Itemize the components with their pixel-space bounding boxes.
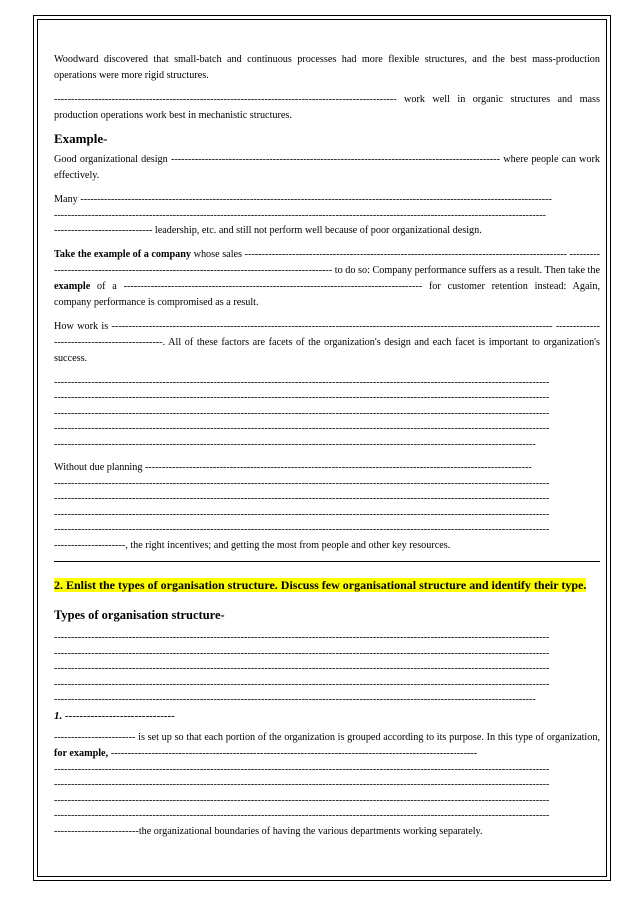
paragraph-good-design: Good organizational design ------------------------------------------------------------------------------------------------- where people can work effectively. <box>54 154 600 181</box>
fill-line: Without due planning ------------------------------------------------------------------------------------------------------------------ <box>54 462 532 473</box>
bold-phrase: for example, <box>54 747 109 759</box>
paragraph-how-work: How work is ---------------------------------------------------------------------------------------------------------------------------------- ---------------------------------------------. All of these factors are facets of the organization's design and each facet is important to organization's success. <box>54 320 600 364</box>
fill-line: -------------------------------------------------------------------------------------------------------------------------------------------------- <box>54 810 550 821</box>
fill-line: -------------------------------------------------------------------------------------------------------------------------------------------------- <box>54 477 550 489</box>
fill-line: ----------------------------- leadership, etc. and still not perform well because of poor organizational design. <box>54 225 482 236</box>
text-run: of a ---------------------------------------------------------------------------------------- for customer retention instead: Again, company performance is compromised as a result. <box>54 280 600 308</box>
paragraph-item-1 <box>54 730 600 762</box>
fill-line: -------------------------------------------------------------------------------------------------------------------------------------------------- <box>54 763 550 775</box>
blank-block-3 <box>54 630 600 708</box>
bold-phrase: example <box>54 280 91 292</box>
text-run: ------------------------------------------------------------------------------------------------------------ <box>108 747 478 759</box>
fill-line: -------------------------------------------------------------------------------------------------------------------------------------------------- <box>54 794 550 806</box>
item-1-heading: 1. ------------------------------ <box>54 709 175 722</box>
question-2 <box>54 574 600 596</box>
fill-line: -------------------------------------------------------------------------------------------------------------------------------------------------- <box>54 508 550 520</box>
fill-line: -------------------------------------------------------------------------------------------------------------------------------------------------- <box>54 423 550 434</box>
fill-line: -------------------------------------------------------------------------------------------------------------------------------------------------- <box>54 632 550 643</box>
section-divider <box>54 561 600 562</box>
fill-line: -------------------------------------------------------------------------------------------------------------------------------------------------- <box>54 493 550 504</box>
fill-line: ---------------------------------------------------------------------------------------------------------------------------------------------- <box>54 438 536 450</box>
text-run: ------------------------ is set up so that each portion of the organization is grouped according to its purpose. In this type of organization, <box>54 731 600 743</box>
paragraph-organic-structures: ----------------------------------------------------------------------------------------------------- work well in organic structures and mass production operations work best in mechanistic structures. <box>54 94 600 121</box>
fill-line: -------------------------------------------------------------------------------------------------------------------------------------------------- <box>54 376 550 388</box>
paragraph-planning <box>54 460 600 553</box>
fill-line: -------------------------------------------------------------------------------------------------------------------------------------------------- <box>54 779 550 790</box>
paragraph-many <box>54 192 600 239</box>
fill-line: -------------------------------------------------------------------------------------------------------------------------------------------------- <box>54 647 550 659</box>
types-heading: Types of organisation structure- <box>54 608 225 622</box>
fill-line: -------------------------------------------------------------------------------------------------------------------------------------------------- <box>54 678 550 690</box>
paragraph-woodward: Woodward discovered that small‐batch and continuous processes had more flexible structures, and the best mass‐production operations were more rigid structures. <box>54 54 600 81</box>
example-heading: Example- <box>54 131 108 146</box>
fill-line: Many ------------------------------------------------------------------------------------------------------------------------------------------- <box>54 194 552 205</box>
fill-line: -------------------------------------------------------------------------------------------------------------------------------------------------- <box>54 407 550 419</box>
document-body <box>54 52 600 839</box>
fill-line: -------------------------------------------------------------------------------------------------------------------------------------------------- <box>54 392 550 403</box>
fill-line: -------------------------------------------------------------------------------------------------------------------------------------------------- <box>54 524 550 535</box>
blank-block-4 <box>54 762 600 840</box>
paragraph-company-example <box>54 247 600 311</box>
fill-line: ---------------------------------------------------------------------------------------------------------------------------------------------- <box>54 694 536 705</box>
text-run: whose sales ----------------------------------------------------------------------------------------------- ------------------------------------------------------------------------------------------- to do so: Company performance suffers as a result. Then take the <box>54 248 600 276</box>
question-highlight: 2. Enlist the types of organisation structure. Discuss few organisational structure and identify their type. <box>54 578 587 592</box>
fill-line: ------------------------------------------------------------------------------------------------------------------------------------------------- <box>54 209 546 221</box>
fill-line: ---------------------, the right incentives; and getting the most from people and other key resources. <box>54 539 451 551</box>
bold-phrase: Take the example of a company <box>54 248 192 260</box>
blank-block-1 <box>54 375 600 453</box>
fill-line: -------------------------------------------------------------------------------------------------------------------------------------------------- <box>54 663 550 674</box>
fill-line: -------------------------the organizational boundaries of having the various departments working separately. <box>54 825 483 837</box>
